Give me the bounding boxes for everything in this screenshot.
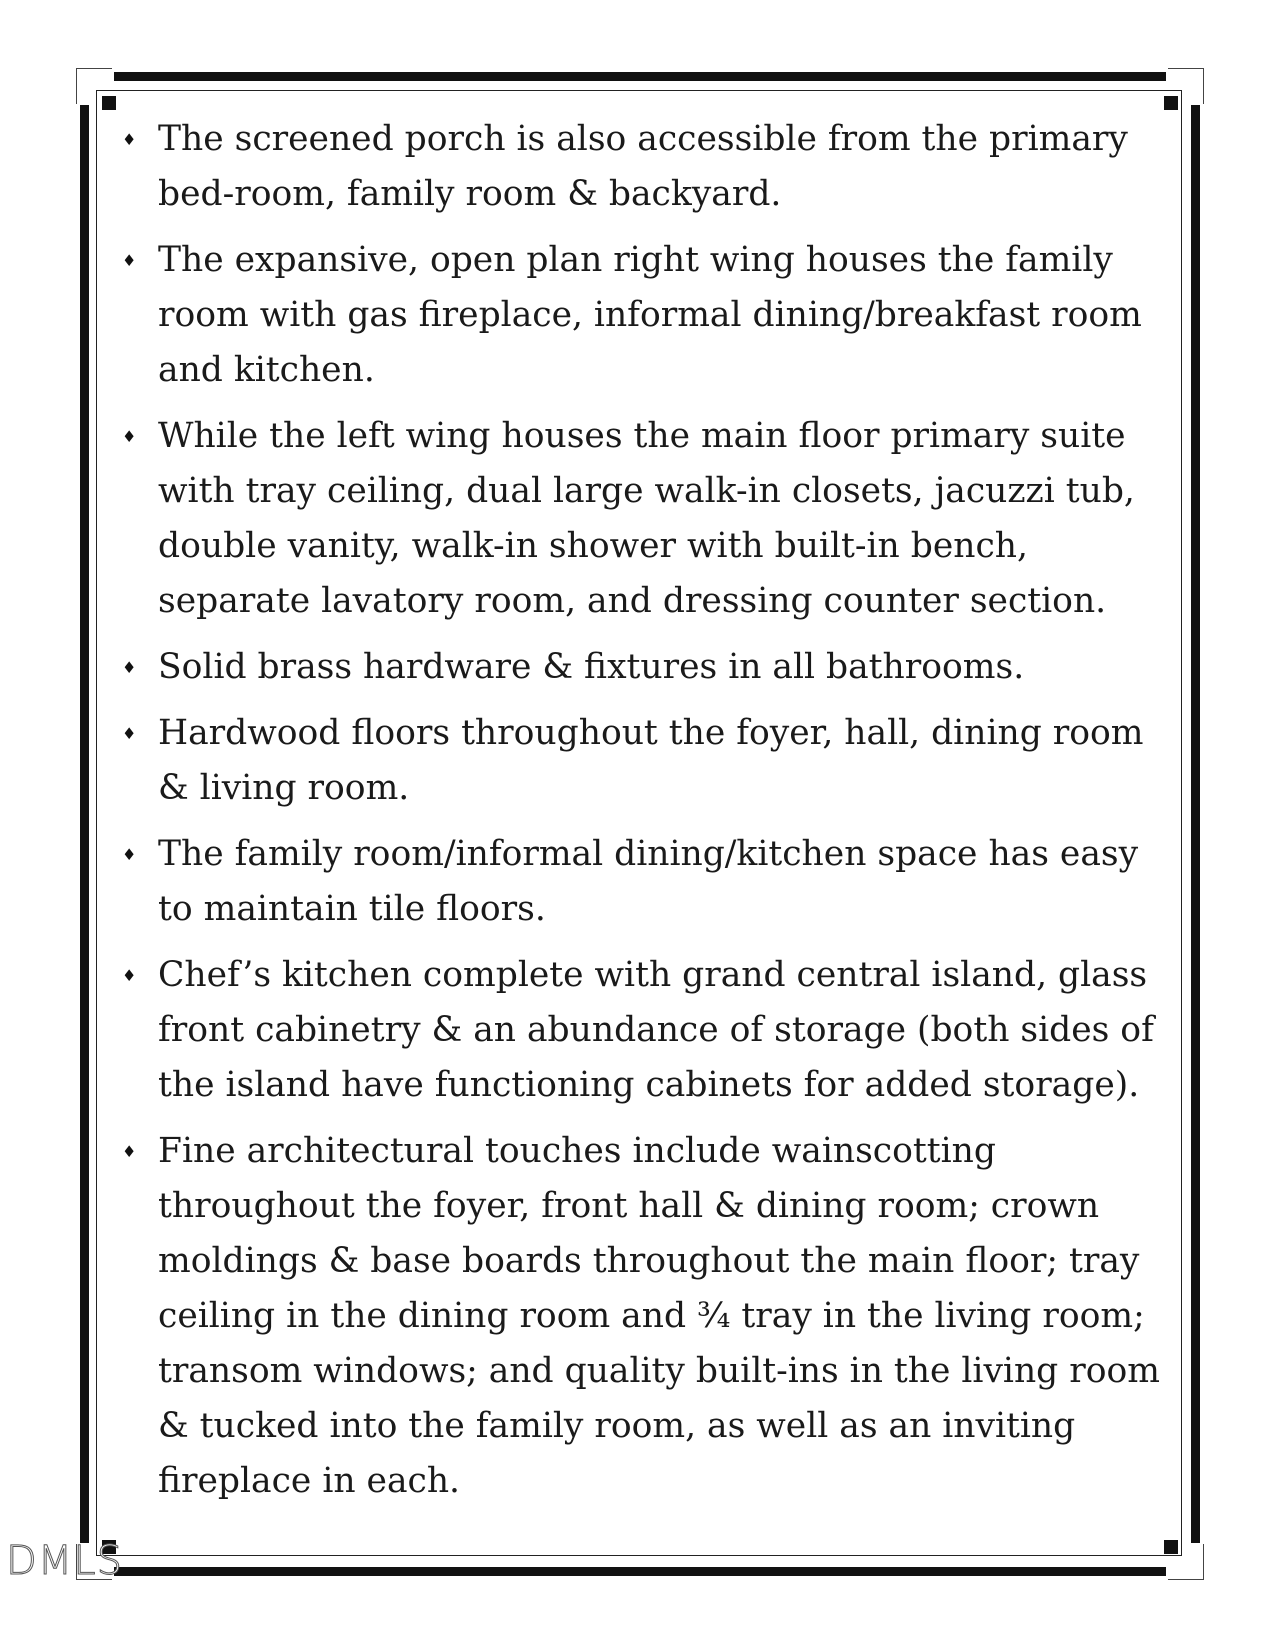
frame-right-bar — [1191, 105, 1200, 1543]
feature-item — [120, 409, 1160, 629]
feature-text: The expansive, open plan right wing houses the family room with gas fireplace, informal dining/breakfast room and kitchen. — [158, 240, 1142, 390]
feature-text: The family room/informal dining/kitchen space has easy to maintain tile floors. — [158, 834, 1139, 929]
feature-item — [120, 1124, 1160, 1509]
corner-block — [102, 96, 116, 110]
feature-item — [120, 827, 1160, 937]
feature-list-container — [120, 112, 1160, 1520]
feature-item — [120, 233, 1160, 398]
diamond-bullet-icon: ♦ — [122, 130, 137, 149]
feature-text: Fine architectural touches include wainscotting throughout the foyer, front hall & dining room; crown moldings & base boards throughout the main floor; tray ceiling in the dining room and ¾ tray in the living room; transom windows; and quality built-ins in the living room & tucked into the family room, as well as an inviting fireplace in each. — [158, 1131, 1160, 1501]
diamond-bullet-icon: ♦ — [122, 845, 137, 864]
feature-item — [120, 948, 1160, 1113]
feature-list — [120, 112, 1160, 1509]
feature-item — [120, 706, 1160, 816]
corner-block — [1164, 1540, 1178, 1554]
feature-text: While the left wing houses the main floor primary suite with tray ceiling, dual large walk-in closets, jacuzzi tub, double vanity, walk-in shower with built-in bench, separate lavatory room, and dressing counter section. — [158, 416, 1135, 621]
feature-text: Solid brass hardware & fixtures in all bathrooms. — [158, 647, 1025, 687]
corner-block — [1164, 96, 1178, 110]
frame-bottom-bar — [114, 1567, 1166, 1576]
diamond-bullet-icon: ♦ — [122, 658, 137, 677]
feature-text: Hardwood floors throughout the foyer, hall, dining room & living room. — [158, 713, 1144, 808]
feature-item — [120, 112, 1160, 222]
feature-item — [120, 640, 1160, 695]
diamond-bullet-icon: ♦ — [122, 427, 137, 446]
dmls-watermark: DMLS — [6, 1538, 123, 1584]
diamond-bullet-icon: ♦ — [122, 966, 137, 985]
feature-text: Chef’s kitchen complete with grand central island, glass front cabinetry & an abundance of storage (both sides of the island have functioning cabinets for added storage). — [158, 955, 1154, 1105]
frame-left-bar — [80, 105, 89, 1543]
feature-text: The screened porch is also accessible from the primary bed-room, family room & backyard. — [158, 119, 1128, 214]
diamond-bullet-icon: ♦ — [122, 724, 137, 743]
diamond-bullet-icon: ♦ — [122, 1142, 137, 1161]
frame-top-bar — [114, 72, 1166, 81]
diamond-bullet-icon: ♦ — [122, 251, 137, 270]
